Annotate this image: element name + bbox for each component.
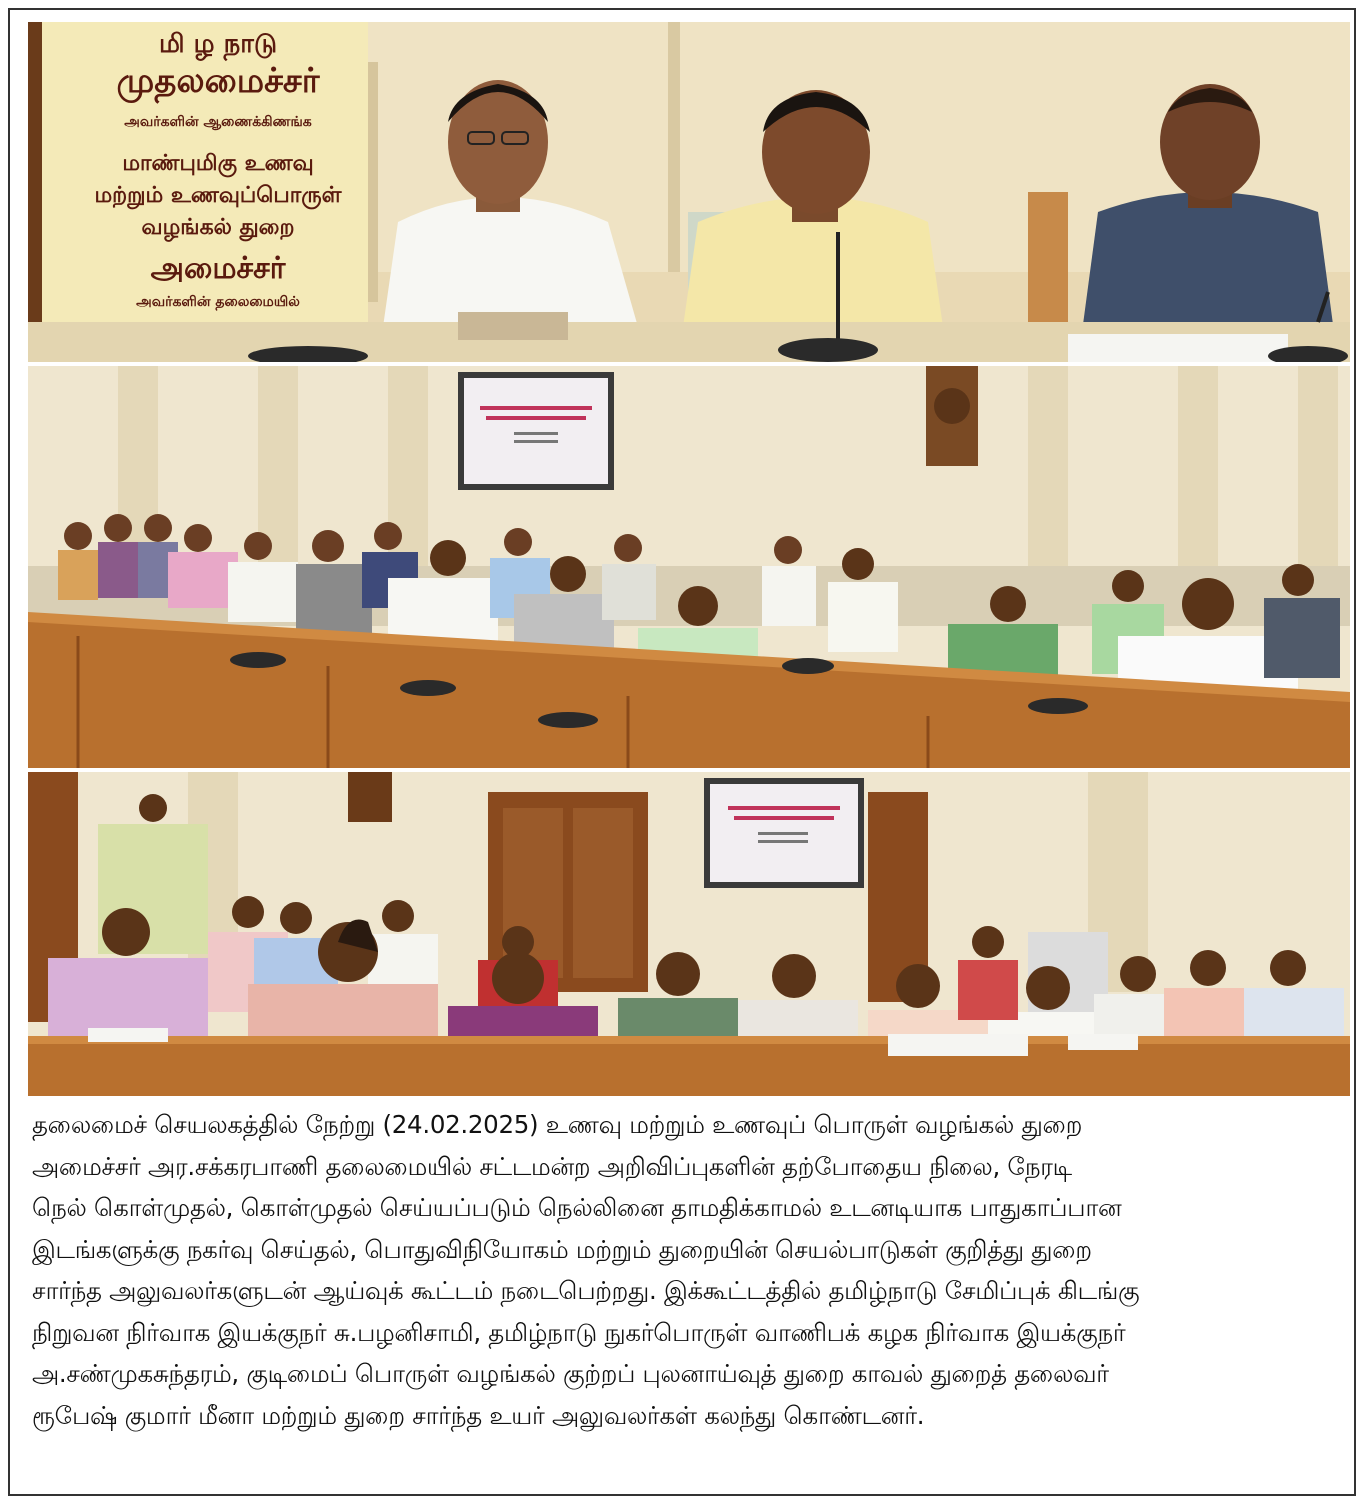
projection-screen-2 bbox=[704, 778, 864, 888]
caption-line-2: அமைச்சர் அர.சக்கரபாணி தலைமையில் சட்டமன்ற அறிவிப்புகளின் தற்போதைய நிலை, நேரடி bbox=[32, 1151, 1072, 1181]
caption-line-5: சார்ந்த அலுவலர்களுடன் ஆய்வுக் கூட்டம் நடைபெற்றது. இக்கூட்டத்தில் தமிழ்நாடு சேமிப்புக் கிடங்கு bbox=[32, 1276, 1140, 1305]
banner-line-3: அவர்களின் ஆணைக்கிணங்க bbox=[124, 114, 312, 130]
conference-hall-image bbox=[28, 366, 1350, 768]
banner-line-5: மற்றும் உணவுப்பொருள் bbox=[94, 183, 342, 208]
conference-table-2 bbox=[28, 1040, 1350, 1096]
news-clipping bbox=[8, 8, 1356, 1496]
wooden-ornament bbox=[926, 366, 978, 466]
caption-line-4: இடங்களுக்கு நகர்வு செய்தல், பொதுவிநியோகம் மற்றும் துறையின் செயல்பாடுகள் குறித்து துறை bbox=[32, 1234, 1092, 1264]
banner-line-7: அமைச்சர் bbox=[150, 251, 286, 286]
photo-conference-hall bbox=[28, 366, 1350, 768]
banner-line-2: முதலமைச்சர் bbox=[116, 61, 320, 101]
caption-line-6: நிறுவன நிர்வாக இயக்குநர் சு.பழனிசாமி, தமிழ்நாடு நுகர்பொருள் வாணிபக் கழக நிர்வாக இயக்குநர் bbox=[32, 1317, 1126, 1347]
photo-head-table bbox=[28, 22, 1350, 362]
caption-line-8: ரூபேஷ் குமார் மீனா மற்றும் துறை சார்ந்த உயர் அலுவலர்கள் கலந்து கொண்டனர். bbox=[32, 1400, 925, 1430]
officials-seated-image bbox=[28, 772, 1350, 1096]
banner-line-4: மாண்புமிகு உணவு bbox=[122, 151, 314, 176]
projection-screen bbox=[458, 372, 614, 490]
photo-officials-seated bbox=[28, 772, 1350, 1096]
banner-line-6: வழங்கல் துறை bbox=[141, 215, 295, 240]
head-table-image bbox=[28, 22, 1350, 362]
banner-line-8: அவர்களின் தலைமையில் bbox=[136, 294, 300, 310]
banner-line-1: மி ழ நாடு bbox=[158, 29, 278, 59]
caption-line-7: அ.சண்முகசுந்தரம், குடிமைப் பொருள் வழங்கல் குற்றப் புலனாய்வுத் துறை காவல் துறைத் தலைவர் bbox=[32, 1359, 1109, 1388]
caption-line-1: தலைமைச் செயலகத்தில் நேற்று (24.02.2025) உணவு மற்றும் உணவுப் பொருள் வழங்கல் துறை bbox=[32, 1110, 1083, 1139]
caption-line-3: நெல் கொள்முதல், கொள்முதல் செய்யப்படும் நெல்லினை தாமதிக்காமல் உடனடியாக பாதுகாப்பான bbox=[32, 1193, 1122, 1222]
news-caption bbox=[32, 1104, 1342, 1484]
